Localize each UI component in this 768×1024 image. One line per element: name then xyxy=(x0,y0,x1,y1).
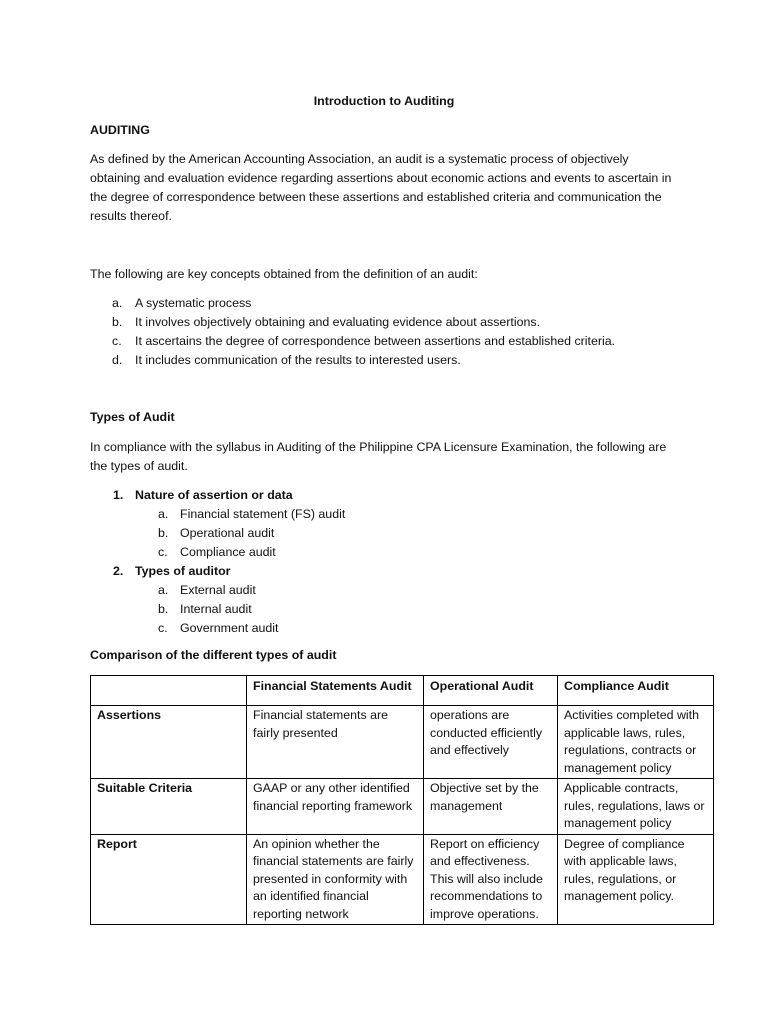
table-header-cell xyxy=(91,676,247,706)
list-item: b. Operational audit xyxy=(158,526,275,540)
list-item: c. It ascertains the degree of correspondence between assertions and established criteria. xyxy=(112,334,616,348)
comparison-table xyxy=(90,675,714,925)
sub-list xyxy=(135,581,345,638)
table-row xyxy=(91,834,714,925)
table-row-header: Assertions xyxy=(91,706,247,779)
table-cell: Report on efficiency and effectiveness. This will also include recommendations to improve operations. xyxy=(424,834,558,925)
list-item: a. External audit xyxy=(158,583,256,597)
table-cell: An opinion whether the financial statements are fairly presented in conformity with an identified financial reporting network xyxy=(247,834,424,925)
list-item: c. Compliance audit xyxy=(158,545,276,559)
table-cell: Activities completed with applicable laws, rules, regulations, contracts or management policy xyxy=(558,706,714,779)
table-row-header: Report xyxy=(91,834,247,925)
table-cell: Financial statements are fairly presented xyxy=(247,706,424,779)
list-item: c. Government audit xyxy=(158,621,279,635)
list-item: a. Financial statement (FS) audit xyxy=(158,507,346,521)
table-header-cell: Financial Statements Audit xyxy=(247,676,424,706)
list-item: a. A systematic process xyxy=(112,296,252,310)
table-cell: Applicable contracts, rules, regulations, laws or management policy xyxy=(558,779,714,835)
types-intro: In compliance with the syllabus in Auditing of the Philippine CPA Licensure Examination, the following are the types of audit. xyxy=(90,440,667,473)
table-row xyxy=(91,779,714,835)
types-list xyxy=(90,486,345,638)
key-concepts-list xyxy=(90,294,615,370)
table-cell: Objective set by the management xyxy=(424,779,558,835)
table-header-cell: Operational Audit xyxy=(424,676,558,706)
auditing-heading: AUDITING xyxy=(90,123,150,137)
table-row xyxy=(91,706,714,779)
definition-paragraph: As defined by the American Accounting Association, an audit is a systematic process of objectively obtaining and evaluation evidence regarding assertions about economic actions and events to ascertain in the degree of correspondence between these assertions and established criteria and communication the results thereof. xyxy=(90,152,672,223)
table-header-cell: Compliance Audit xyxy=(558,676,714,706)
list-item: b. Internal audit xyxy=(158,602,252,616)
page-title: Introduction to Auditing xyxy=(313,94,455,108)
list-item: 1. Nature of assertion or data a. Financial statement (FS) audit b. Operational audit c. Compliance audit xyxy=(90,486,345,562)
list-item: d. It includes communication of the results to interested users. xyxy=(112,353,461,367)
table-cell: Degree of compliance with applicable laws, rules, regulations, or management policy. xyxy=(558,834,714,925)
types-heading: Types of Audit xyxy=(90,410,175,424)
table-row-header: Suitable Criteria xyxy=(91,779,247,835)
sub-list xyxy=(135,505,345,562)
list-item: b. It involves objectively obtaining and evaluating evidence about assertions. xyxy=(112,315,541,329)
table-cell: GAAP or any other identified financial reporting framework xyxy=(247,779,424,835)
key-concepts-intro: The following are key concepts obtained from the definition of an audit: xyxy=(90,267,478,281)
table-cell: operations are conducted efficiently and effectively xyxy=(424,706,558,779)
table-header-row xyxy=(91,676,714,706)
comparison-heading: Comparison of the different types of audit xyxy=(90,648,337,662)
list-item: 2. Types of auditor a. External audit b. Internal audit c. Government audit xyxy=(90,562,345,638)
